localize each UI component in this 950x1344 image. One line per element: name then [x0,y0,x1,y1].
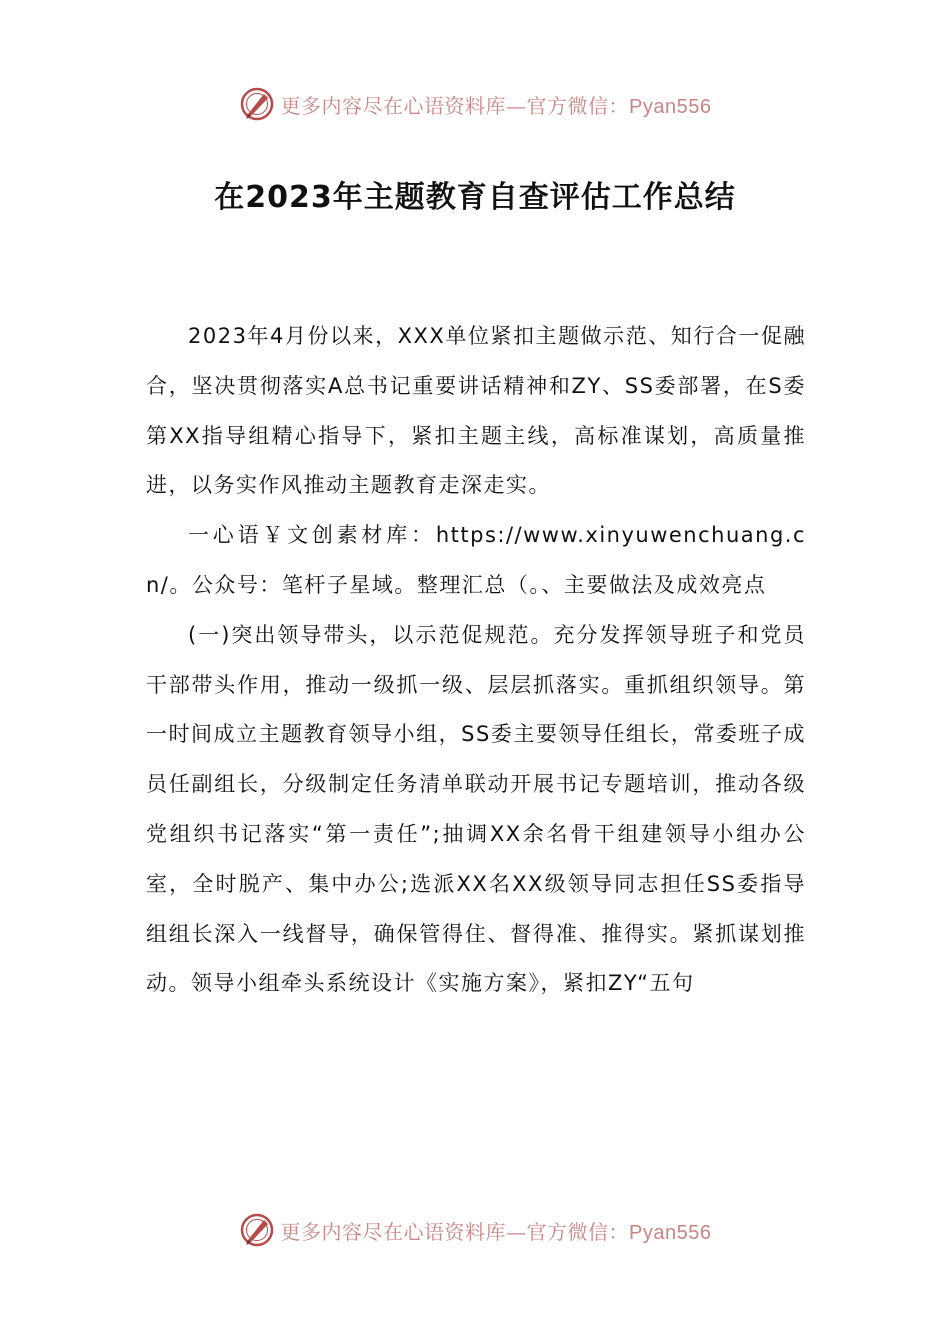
watermark-text-cn: 更多内容尽在心语资料库—官方微信： [280,93,630,118]
header-watermark [0,84,950,124]
watermark-wechat-id: Pyan556 [629,95,712,118]
watermark-text [281,90,712,119]
pen-nib-logo-icon [239,86,275,122]
paragraph-section-1: (一)突出领导带头，以示范促规范。充分发挥领导班子和党员干部带头作用，推动一级抓一级、层层抓落实。重抓组织领导。第一时间成立主题教育领导小组，SS委主要领导任组长，常委班子成员任副组长，分级制定任务清单联动开展书记专题培训，推动各级党组织书记落实“第一责任”;抽调XX余名骨干组建领导小组办公室，全时脱产、集中办公;选派XX名XX级领导同志担任SS委指导组组长深入一线督导，确保管得住、督得准、推得实。紧抓谋划推动。领导小组牵头系统设计《实施方案》，紧扣ZY“五句 [146,622,806,996]
document-body [146,312,806,1009]
watermark-text [281,1216,712,1245]
document-title: 在2023年主题教育自查评估工作总结 [214,180,736,215]
watermark-wechat-id: Pyan556 [629,1221,712,1244]
pen-nib-logo-icon [239,1212,275,1248]
watermark-text-cn: 更多内容尽在心语资料库—官方微信： [280,1219,630,1244]
paragraph-source-note: 一心语￥文创素材库：https://www.xinyuwenchuang.cn/。公众号：笔杆子星域。整理汇总（。、主要做法及成效亮点 [146,523,806,597]
paragraph-intro: 2023年4月份以来，XXX单位紧扣主题做示范、知行合一促融合，坚决贯彻落实A总书记重要讲话精神和ZY、SS委部署，在S委第XX指导组精心指导下，紧扣主题主线，高标准谋划，高质量推进，以务实作风推动主题教育走深走实。 [146,324,806,498]
footer-watermark [0,1210,950,1250]
